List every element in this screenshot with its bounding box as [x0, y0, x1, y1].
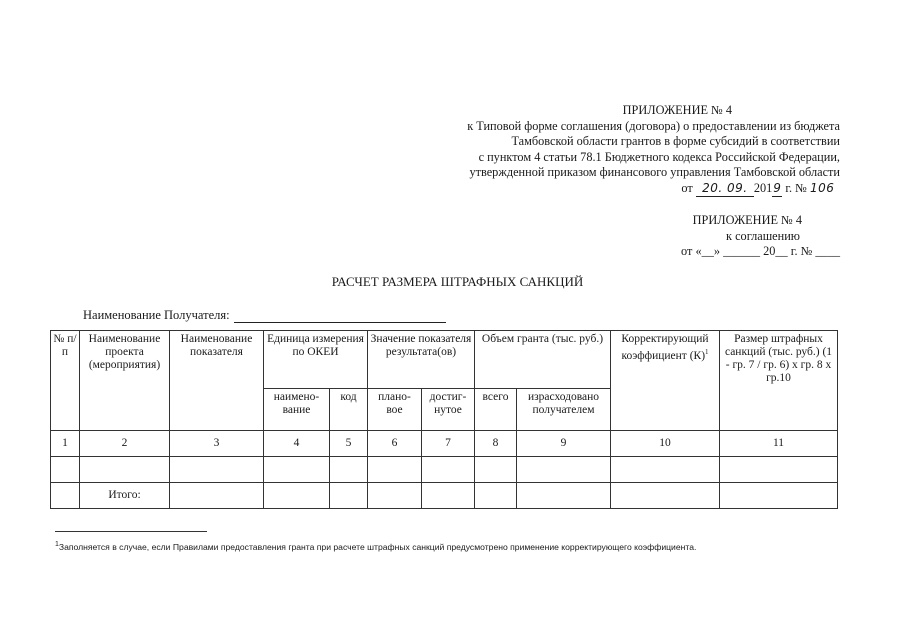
table-cell — [422, 457, 475, 483]
col-number: 4 — [264, 431, 330, 457]
col-coef-text: Корректирующий коэффициент (К) — [621, 333, 709, 362]
col-penalty-header: Размер штрафных санкций (тыс. руб.) (1 - гр. 7 / гр. 6) x гр. 8 x гр.10 — [720, 331, 838, 431]
table-cell — [611, 483, 720, 509]
recipient-blank-line — [234, 310, 446, 323]
recipient-field — [83, 308, 446, 323]
table-cell — [517, 483, 611, 509]
agreement-title: ПРИЛОЖЕНИЕ № 4 — [692, 213, 802, 227]
recipient-label: Наименование Получателя: — [83, 308, 230, 322]
col-number: 9 — [517, 431, 611, 457]
annex-line-4: утвержденной приказом финансового управления Тамбовской области — [469, 165, 840, 179]
annex-line-3: с пунктом 4 статьи 78.1 Бюджетного кодекса Российской Федерации, — [478, 149, 840, 164]
col-number: 10 — [611, 431, 720, 457]
table-cell — [330, 457, 368, 483]
footnote-separator — [55, 531, 207, 532]
table-cell — [264, 457, 330, 483]
col-value-planned-header: планo-вое — [368, 389, 422, 431]
table-cell — [170, 483, 264, 509]
table-row — [51, 457, 838, 483]
annex-title: ПРИЛОЖЕНИЕ № 4 — [622, 103, 732, 117]
table-cell — [330, 483, 368, 509]
table-cell — [422, 483, 475, 509]
table-cell — [720, 483, 838, 509]
col-number: 7 — [422, 431, 475, 457]
penalty-table — [50, 330, 838, 509]
col-number: 11 — [720, 431, 838, 457]
date-suffix: г. № — [785, 180, 807, 195]
col-indicator-header: Наименование показателя — [170, 331, 264, 431]
table-cell — [720, 457, 838, 483]
table-cell — [368, 483, 422, 509]
agreement-header — [600, 213, 840, 260]
col-value-header: Значение показателя результата(ов) — [368, 331, 475, 389]
table-cell — [475, 457, 517, 483]
table-cell — [170, 457, 264, 483]
col-grant-spent-header: израсходовано получателем — [517, 389, 611, 431]
total-row — [51, 483, 838, 509]
col-unit-name-header: наимено-вание — [264, 389, 330, 431]
column-numbers-row — [51, 431, 838, 457]
table-cell — [264, 483, 330, 509]
col-number: 2 — [80, 431, 170, 457]
col-number: 8 — [475, 431, 517, 457]
table-cell — [51, 483, 80, 509]
agreement-line-1: к соглашению — [726, 228, 800, 243]
agreement-line-2: от «__» ______ 20__ г. № ____ — [681, 244, 840, 258]
table-cell — [611, 457, 720, 483]
annex-line-2: Тамбовской области грантов в форме субсидий в соответствии — [511, 134, 840, 148]
annex-header — [300, 103, 840, 197]
annex-date-line — [300, 181, 840, 198]
col-grant-header: Объем гранта (тыс. руб.) — [475, 331, 611, 389]
col-grant-total-header: всего — [475, 389, 517, 431]
col-number: 6 — [368, 431, 422, 457]
col-number: 3 — [170, 431, 264, 457]
col-coef-header — [611, 331, 720, 431]
footnote — [55, 541, 696, 552]
date-prefix: от — [681, 180, 693, 195]
col-unit-header: Единица измерения по ОКЕИ — [264, 331, 368, 389]
footnote-marker: 1 — [55, 541, 59, 548]
footnote-text: Заполняется в случае, если Правилами предоставления гранта при расчете штрафных санкций предусмотрено применение корректирующего коэффициента. — [58, 541, 697, 552]
col-number: 1 — [51, 431, 80, 457]
table-cell — [368, 457, 422, 483]
col-num-header: № п/п — [51, 331, 80, 431]
table-cell — [475, 483, 517, 509]
table-cell — [80, 457, 170, 483]
date-year-prefix: 201 — [753, 180, 773, 195]
col-unit-code-header: код — [330, 389, 368, 431]
annex-line-1: к Типовой форме соглашения (договора) о предоставлении из бюджета — [467, 118, 840, 133]
table-cell — [51, 457, 80, 483]
col-coef-sup: 1 — [705, 348, 709, 356]
col-project-header: Наименование проекта (мероприятия) — [80, 331, 170, 431]
handwritten-year-digit: 9 — [772, 181, 782, 198]
handwritten-date: 20. 09. — [696, 181, 754, 198]
col-number: 5 — [330, 431, 368, 457]
document-title: РАСЧЕТ РАЗМЕРА ШТРАФНЫХ САНКЦИЙ — [331, 274, 584, 289]
handwritten-order-number: 106 — [810, 180, 835, 195]
col-value-achieved-header: достиг-нутое — [422, 389, 475, 431]
total-label: Итого: — [80, 483, 170, 509]
table-cell — [517, 457, 611, 483]
